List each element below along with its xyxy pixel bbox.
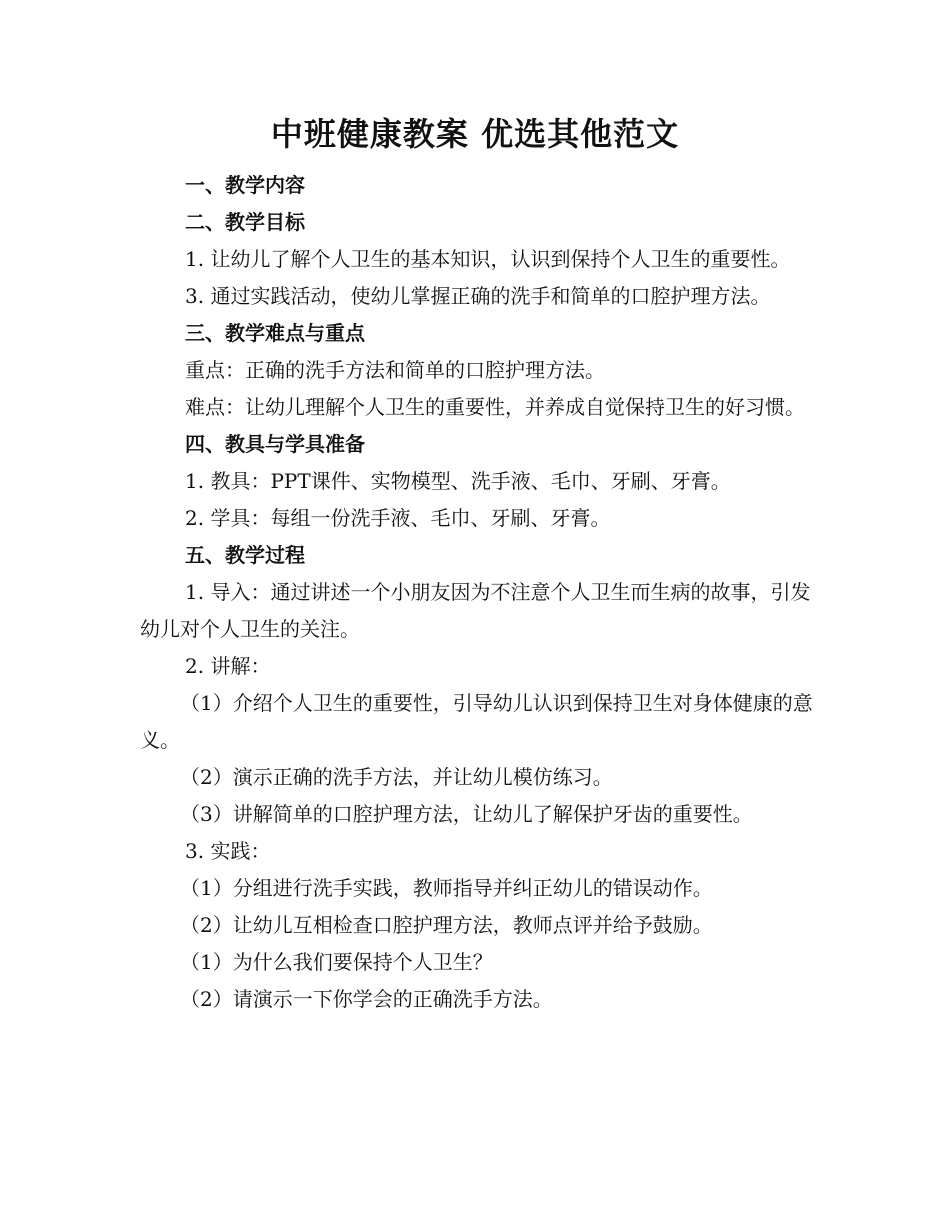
paragraph: 1. 导入：通过讲述一个小朋友因为不注意个人卫生而生病的故事，引发幼儿对个人卫生的关注。 [140,580,811,641]
paragraph: 1. 让幼儿了解个人卫生的基本知识，认识到保持个人卫生的重要性。 [185,247,791,271]
paragraph: 2. 讲解： [185,654,271,678]
sub-paragraph: （2）演示正确的洗手方法，并让幼儿模仿练习。 [180,765,613,789]
document-body [140,167,815,1018]
paragraph: 3. 实践： [185,839,271,863]
heading-teaching-process: 五、教学过程 [185,543,305,567]
document-title: 中班健康教案 优选其他范文 [270,115,680,153]
sub-paragraph: （2）让幼儿互相检查口腔护理方法，教师点评并给予鼓励。 [180,913,713,937]
heading-key-difficult-points: 三、教学难点与重点 [185,321,365,345]
sub-paragraph: （1）介绍个人卫生的重要性，引导幼儿认识到保持卫生对身体健康的意义。 [140,691,813,752]
heading-teaching-goals: 二、教学目标 [185,210,305,234]
heading-teaching-content: 一、教学内容 [185,173,305,197]
paragraph: 1. 教具：PPT课件、实物模型、洗手液、毛巾、牙刷、牙膏。 [185,469,731,493]
paragraph: 3. 通过实践活动，使幼儿掌握正确的洗手和简单的口腔护理方法。 [185,284,771,308]
heading-materials: 四、教具与学具准备 [185,432,365,456]
sub-paragraph: （1）分组进行洗手实践，教师指导并纠正幼儿的错误动作。 [180,876,713,900]
sub-paragraph: （2）请演示一下你学会的正确洗手方法。 [180,987,553,1011]
sub-paragraph: （3）讲解简单的口腔护理方法，让幼儿了解保护牙齿的重要性。 [180,802,753,826]
sub-paragraph: （1）为什么我们要保持个人卫生？ [180,950,493,974]
paragraph: 难点：让幼儿理解个人卫生的重要性，并养成自觉保持卫生的好习惯。 [185,395,805,419]
paragraph: 重点：正确的洗手方法和简单的口腔护理方法。 [185,358,605,382]
paragraph: 2. 学具：每组一份洗手液、毛巾、牙刷、牙膏。 [185,506,611,530]
